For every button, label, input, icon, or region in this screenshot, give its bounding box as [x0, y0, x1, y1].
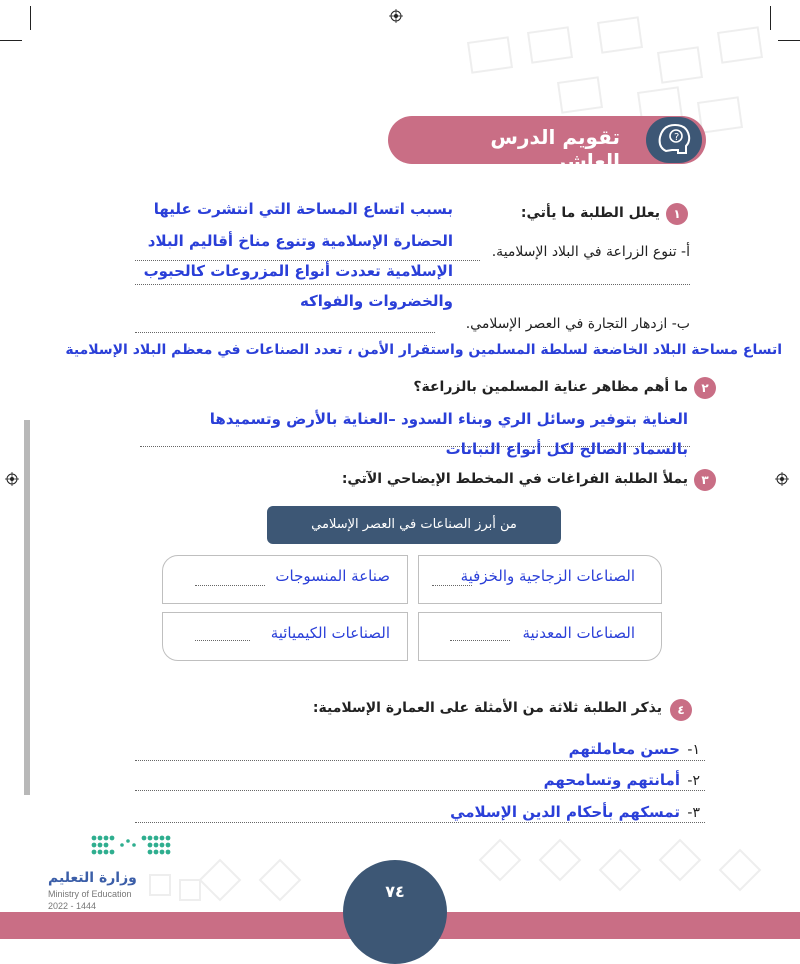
answer-dotted-line: [432, 585, 472, 586]
edition-year: 2022 - 1444: [48, 901, 97, 911]
ministry-logo-dots: [88, 832, 180, 862]
crop-mark: [778, 40, 800, 41]
list-item-number: ١-: [687, 742, 700, 758]
list-item-answer: حسن معاملتهم: [568, 740, 680, 758]
answer-dotted-line: [135, 790, 705, 791]
answer-line: والخضروات والفواكه: [299, 292, 453, 310]
question-prompt: ما أهم مظاهر عناية المسلمين بالزراعة؟: [413, 379, 688, 395]
side-margin-bar: [24, 420, 30, 795]
question-part-label: أ- تنوع الزراعة في البلاد الإسلامية.: [491, 244, 690, 260]
question-number: ٣: [694, 469, 716, 491]
list-item-number: ٣-: [687, 805, 700, 821]
list-item-number: ٢-: [687, 773, 700, 789]
crop-mark: [30, 6, 31, 30]
answer-line: بسبب اتساع المساحة التي انتشرت عليها: [153, 200, 453, 218]
answer-line: العناية بتوفير وسائل الري وبناء السدود –العناية بالأرض وتسميدها: [209, 410, 688, 428]
question-prompt: يملأ الطلبة الفراغات في المخطط الإيضاحي الآتي:: [341, 471, 688, 487]
question-number: ٤: [670, 699, 692, 721]
list-item-answer: تمسكهم بأحكام الدين الإسلامي: [450, 803, 680, 821]
answer-dotted-line: [135, 760, 705, 761]
answer-dotted-line: [195, 640, 250, 641]
list-item-answer: أمانتهم وتسامحهم: [543, 771, 680, 789]
question-number: ٢: [694, 377, 716, 399]
question-prompt: يذكر الطلبة ثلاثة من الأمثلة على العمارة الإسلامية:: [312, 700, 662, 716]
page-number: ٧٤: [385, 882, 405, 901]
answer-dotted-line: [450, 640, 510, 641]
ministry-name-english: Ministry of Education: [48, 889, 132, 899]
registration-mark-icon: [389, 9, 403, 23]
lesson-title: تقويم الدرس العاشر: [490, 125, 620, 173]
registration-mark-icon: [775, 472, 789, 486]
ministry-name-arabic: وزارة التعليم: [48, 870, 137, 886]
answer-line: بالسماد الصالح لكل أنواع النباتات: [445, 440, 688, 458]
answer-dotted-line: [135, 284, 690, 285]
answer-dotted-line: [135, 260, 480, 261]
svg-text:?: ?: [674, 132, 680, 143]
answer-dotted-line: [195, 585, 265, 586]
page-number-badge: [343, 860, 447, 964]
answer-line: الإسلامية تعددت أنواع المزروعات كالحبوب: [143, 262, 453, 280]
diagram-cell-text: الصناعات الزجاجية والخزفية: [460, 567, 635, 585]
question-prompt: يعلل الطلبة ما يأتي:: [520, 205, 660, 221]
question-number: ١: [666, 203, 688, 225]
crop-mark: [770, 6, 771, 30]
answer-line: الحضارة الإسلامية وتنوع مناخ أقاليم البلاد: [147, 232, 453, 250]
thinking-head-icon: [646, 117, 702, 163]
title-icon-badge: [646, 117, 702, 163]
diagram-header: من أبرز الصناعات في العصر الإسلامي: [267, 506, 561, 544]
crop-mark: [0, 40, 22, 41]
diagram-cell-text: الصناعات الكيميائية: [270, 624, 390, 642]
diagram-cell-text: صناعة المنسوجات: [275, 567, 390, 585]
answer-dotted-line: [135, 332, 435, 333]
diagram-cell-text: الصناعات المعدنية: [522, 624, 635, 642]
answer-dotted-line: [135, 822, 705, 823]
registration-mark-icon: [5, 472, 19, 486]
answer-line: اتساع مساحة البلاد الخاضعة لسلطة المسلمين واستقرار الأمن ، تعدد الصناعات في معظم البلاد الإسلامية: [65, 342, 782, 358]
question-part-label: ب- ازدهار التجارة في العصر الإسلامي.: [465, 316, 690, 332]
